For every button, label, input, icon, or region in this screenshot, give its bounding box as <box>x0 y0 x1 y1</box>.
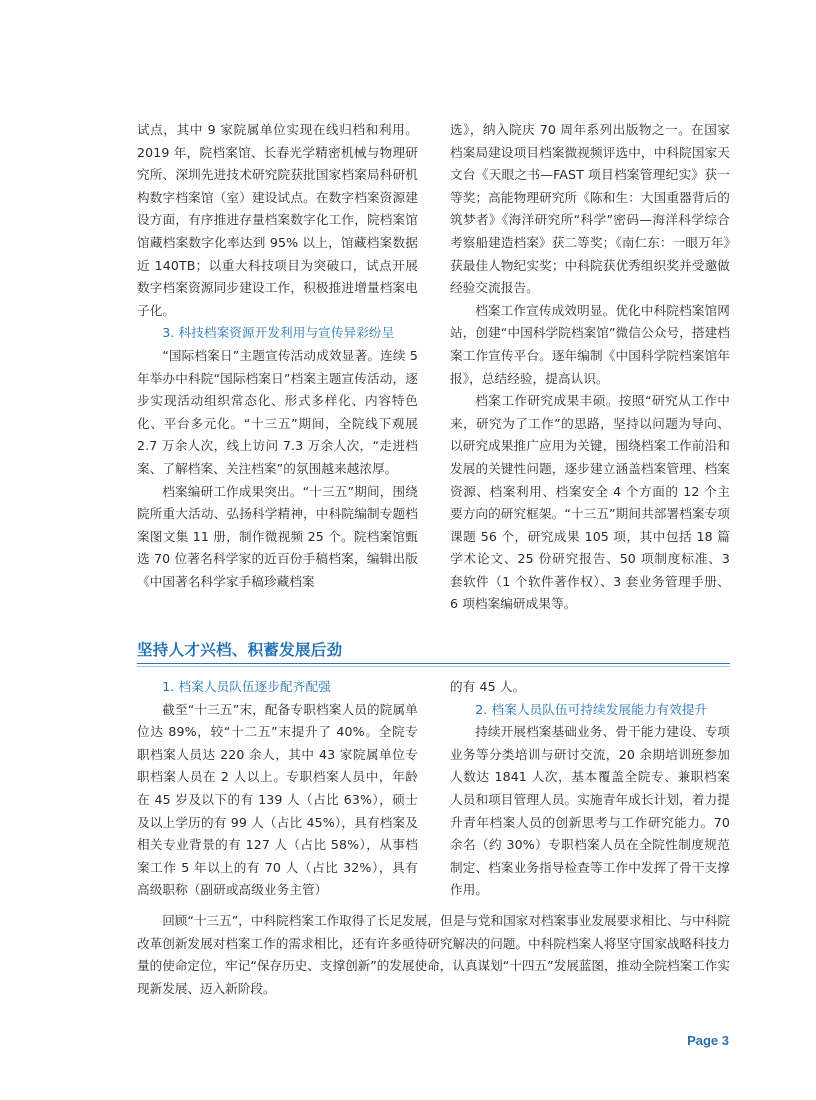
section-divider-thin <box>137 666 730 667</box>
section-title: 坚持人才兴档、积蓄发展后劲 <box>137 641 343 659</box>
subheading: 2. 档案人员队伍可持续发展能力有效提升 <box>475 701 708 717</box>
conclusion <box>137 910 730 1000</box>
paragraph: 截至“十三五”末，配备专职档案人员的院属单位达 89%，较“十二五”末提升了 40%。全院专职档案人员达 220 余人，其中 43 家院属单位专职档案人员在 2 人以上。专职档案人员中，年龄在 45 岁及以下的有 139 人（占比 63%），硕士及以上学历的有 99 人（占比 45%），具有档案及相关专业背景的有 127 人（占比 58%），从事档案工作 5 年以上的有 70 人（占比 32%），具有高级职称（副研或高级业务主管） <box>137 701 418 898</box>
section-right-column <box>450 676 730 902</box>
paragraph: 持续开展档案基础业务、骨干能力建设、专项业务等分类培训与研讨交流，20 余期培训班参加人数达 1841 人次，基本覆盖全院专、兼职档案人员和项目管理人员。实施青年成长计划，着力提升青年档案人员的创新思考与工作研究能力。70 余名（约 30%）专职档案人员在全院性制度规范制定、档案业务指导检查等工作中发挥了骨干支撑作用。 <box>450 724 730 898</box>
top-left-column <box>137 119 418 593</box>
paragraph: 档案工作宣传成效明显。优化中科院档案馆网站，创建“中国科学院档案馆”微信公众号，搭建档案工作宣传平台。逐年编制《中国科学院档案馆年报》，总结经验，提高认识。 <box>450 302 730 386</box>
paragraph: “国际档案日”主题宣传活动成效显著。连续 5 年举办中科院“国际档案日”档案主题宣传活动，逐步实现活动组织常态化、形式多样化、内容特色化、平台多元化。“十三五”期间，全院线下观展 2.7 万余人次，线上访问 7.3 万余人次，“走进档案、了解档案、关注档案”的氛围越来越浓厚。 <box>137 347 418 476</box>
section-divider <box>137 663 730 664</box>
paragraph: 的有 45 人。 <box>450 679 526 694</box>
paragraph: 档案工作研究成果丰硕。按照“研究从工作中来，研究为了工作”的思路，坚持以问题为导向、以研究成果推广应用为关键，围绕档案工作前沿和发展的关键性问题，逐步建立涵盖档案管理、档案资源、档案利用、档案安全 4 个方面的 12 个主要方向的研究框架。“十三五”期间共部署档案专项课题 56 个，研究成果 105 项，其中包括 18 篇学术论文、25 份研究报告、50 项制度标准、3 套软件（1 个软件著作权）、3 套业务管理手册、6 项档案编研成果等。 <box>450 393 730 612</box>
subheading: 3. 科技档案资源开发利用与宣传异彩纷呈 <box>162 325 395 341</box>
top-right-column <box>450 119 730 616</box>
subheading: 1. 档案人员队伍逐步配齐配强 <box>162 679 331 694</box>
paragraph: 选》，纳入院庆 70 周年系列出版物之一。在国家档案局建设项目档案微视频评选中，中科院国家天文台《天眼之书—FAST 项目档案管理纪实》获一等奖；高能物理研究所《陈和生：大国重器背后的筑梦者》《海洋研究所“科学”密码—海洋科学综合考察船建造档案》获二等奖；《南仁东：一眼万年》获最佳人物纪实奖；中科院获优秀组织奖并受邀做经验交流报告。 <box>450 122 730 296</box>
page-number: Page 3 <box>687 1033 729 1048</box>
paragraph: 回顾“十三五”，中科院档案工作取得了长足发展，但是与党和国家对档案事业发展要求相比、与中科院改革创新发展对档案工作的需求相比，还有许多亟待研究解决的问题。中科院档案人将坚守国家战略科技力量的使命定位，牢记“保存历史、支撑创新”的发展使命，认真谋划“十四五”发展蓝图，推动全院档案工作实现新发展、迈入新阶段。 <box>137 913 730 996</box>
paragraph: 试点，其中 9 家院属单位实现在线归档和利用。2019 年，院档案馆、长春光学精密机械与物理研究所、深圳先进技术研究院获批国家档案局科研机构数字档案馆（室）建设试点。在数字档案资源建设方面，有序推进存量档案数字化工作，院档案馆馆藏档案数字化率达到 95% 以上，馆藏档案数据近 140TB；以重大科技项目为突破口，试点开展数字档案资源同步建设工作，积极推进增量档案电子化。 <box>137 122 418 318</box>
section-left-column <box>137 676 418 902</box>
paragraph: 档案编研工作成果突出。“十三五”期间，围绕院所重大活动、弘扬科学精神，中科院编制专题档案图文集 11 册，制作微视频 25 个。院档案馆甄选 70 位著名科学家的近百份手稿档案，编辑出版《中国著名科学家手稿珍藏档案 <box>137 483 418 589</box>
